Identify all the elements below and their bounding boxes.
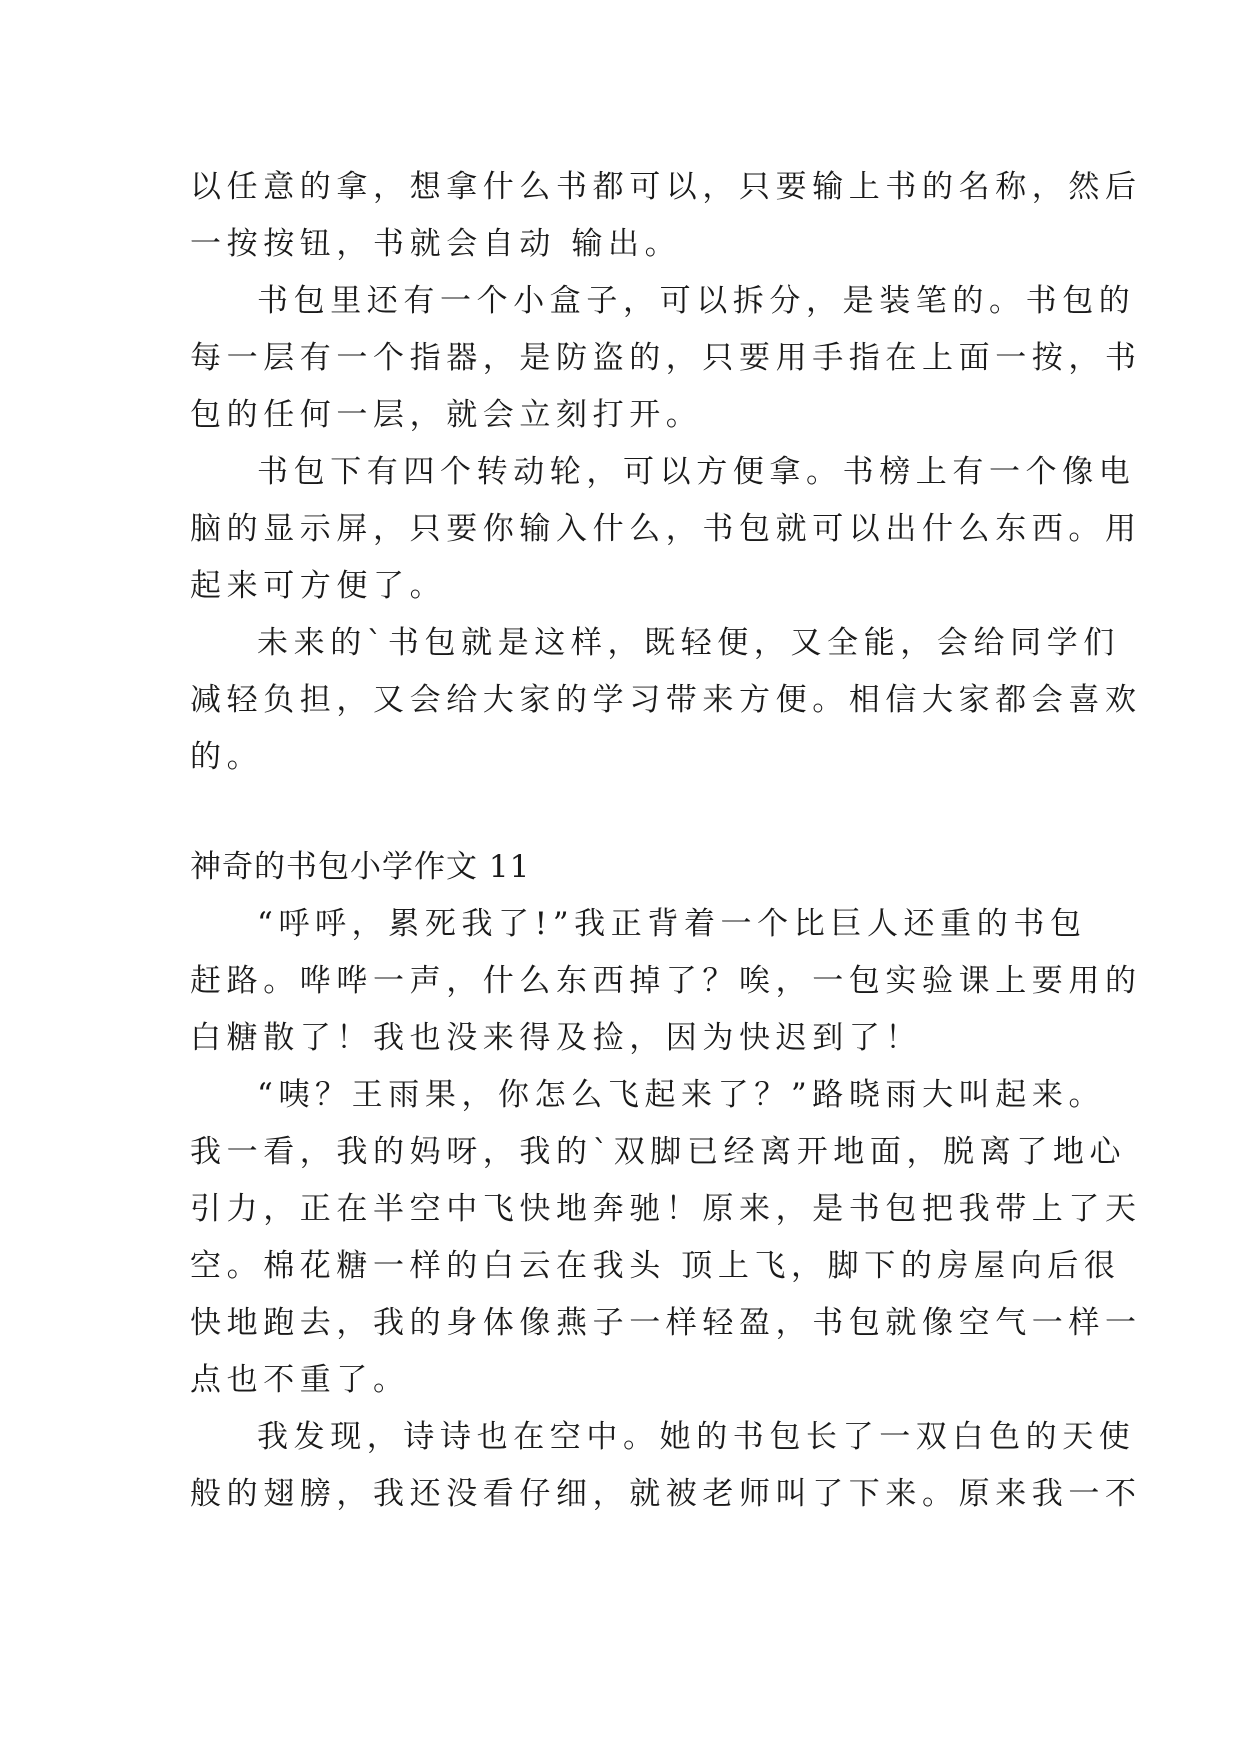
section-heading: 神奇的书包小学作文 11 xyxy=(190,849,531,885)
text-line: 点也不重了。 xyxy=(190,1362,410,1398)
text-line: 一按按钮，书就会自动 输出。 xyxy=(190,226,682,262)
text-line: 赶路。哗哗一声，什么东西掉了？唉，一包实验课上要用的 xyxy=(190,963,1142,999)
paragraph-start-line: “咦？王雨果，你怎么飞起来了？”路晓雨大叫起来。 xyxy=(257,1077,1106,1113)
paragraph-start-line: 书包里还有一个小盒子，可以拆分，是装笔的。书包的 xyxy=(257,283,1136,319)
text-line: 的。 xyxy=(190,739,264,775)
text-line: 我一看，我的妈呀，我的`双脚已经离开地面，脱离了地心 xyxy=(190,1134,1127,1170)
text-line: 白糖散了！我也没来得及捡，因为快迟到了！ xyxy=(190,1020,922,1056)
text-line: 快地跑去，我的身体像燕子一样轻盈，书包就像空气一样一 xyxy=(190,1305,1142,1341)
paragraph-start-line: “呼呼，累死我了!”我正背着一个比巨人还重的书包 xyxy=(257,906,1087,942)
text-line: 每一层有一个指器，是防盗的，只要用手指在上面一按，书 xyxy=(190,340,1142,376)
paragraph-start-line: 书包下有四个转动轮，可以方便拿。书榜上有一个像电 xyxy=(257,454,1136,490)
text-line: 起来可方便了。 xyxy=(190,568,447,604)
paragraph-start-line: 我发现，诗诗也在空中。她的书包长了一双白色的天使 xyxy=(257,1419,1136,1455)
text-line: 般的翅膀，我还没看仔细，就被老师叫了下来。原来我一不 xyxy=(190,1476,1142,1512)
text-line: 以任意的拿，想拿什么书都可以，只要输上书的名称，然后 xyxy=(190,169,1142,205)
text-line: 包的任何一层，就会立刻打开。 xyxy=(190,397,703,433)
text-line: 减轻负担，又会给大家的学习带来方便。相信大家都会喜欢 xyxy=(190,682,1142,718)
text-line: 脑的显示屏，只要你输入什么，书包就可以出什么东西。用 xyxy=(190,511,1142,547)
paragraph-start-line: 未来的`书包就是这样，既轻便，又全能，会给同学们 xyxy=(257,625,1120,661)
text-line: 引力，正在半空中飞快地奔驰！原来，是书包把我带上了天 xyxy=(190,1191,1142,1227)
text-line: 空。棉花糖一样的白云在我头 顶上飞，脚下的房屋向后很 xyxy=(190,1248,1121,1284)
